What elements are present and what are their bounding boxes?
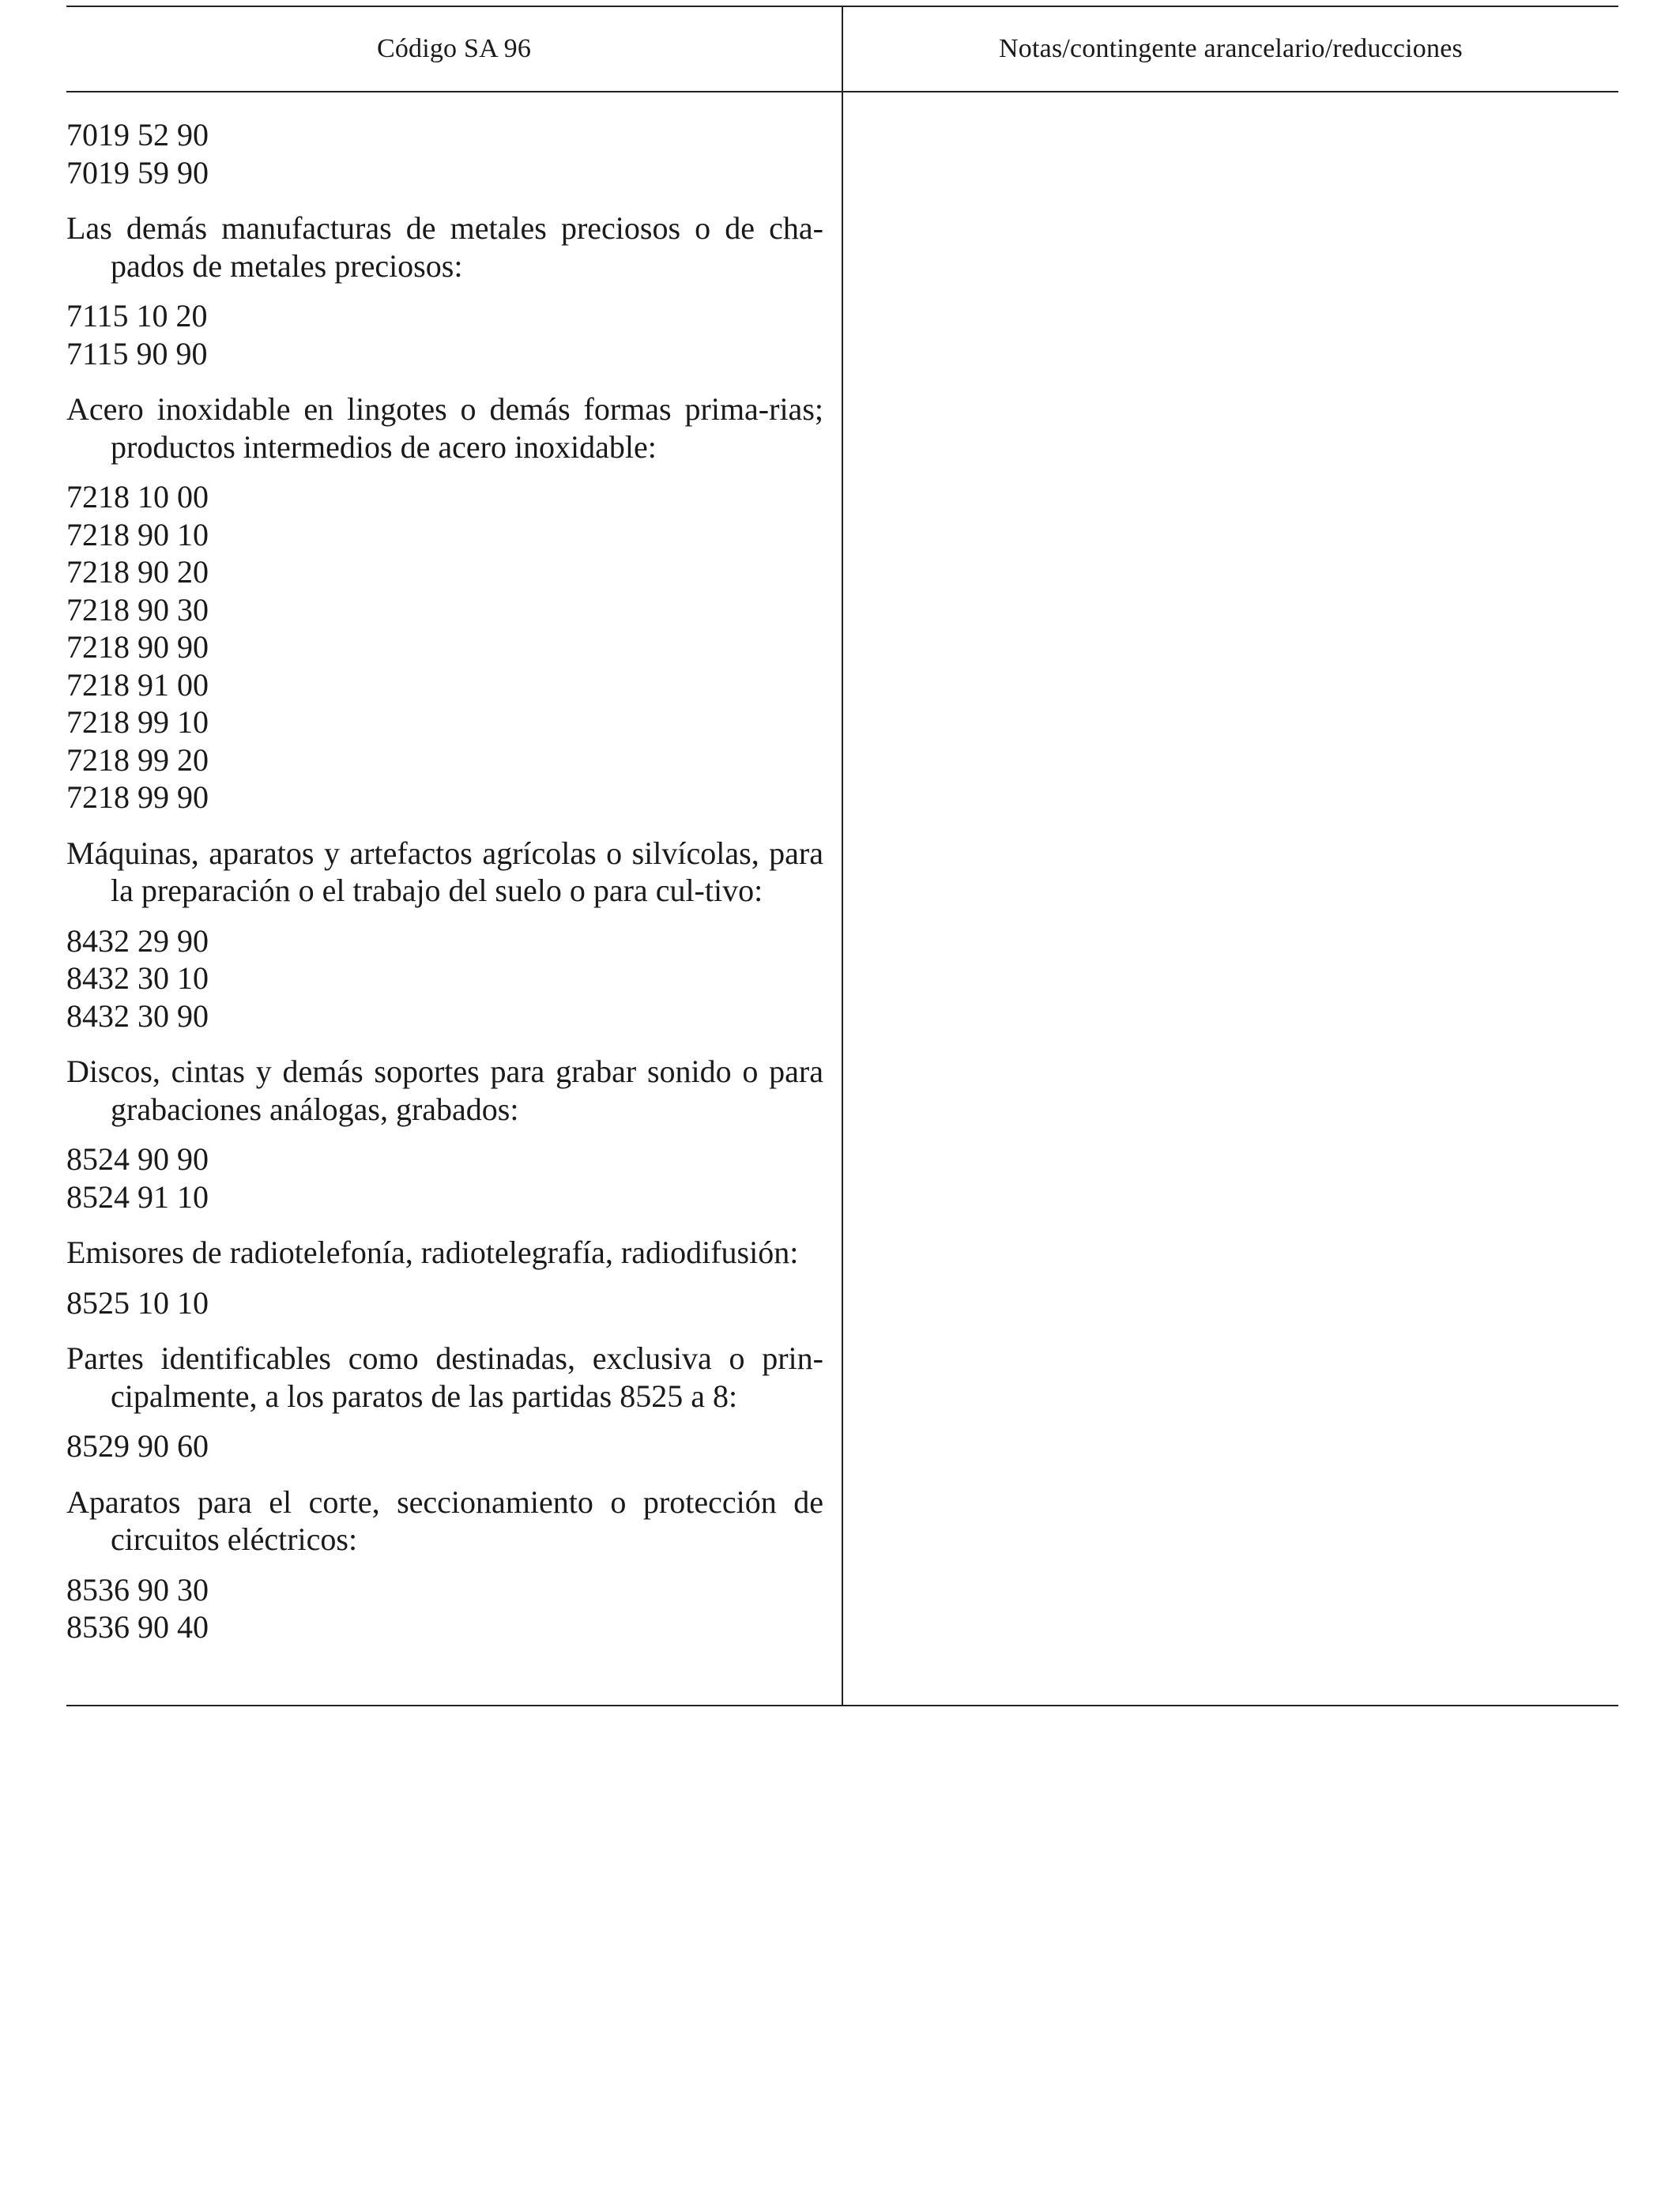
- code-group: [66, 209, 823, 372]
- hs-code: 7019 52 90: [66, 117, 209, 153]
- hs-code: 7019 59 90: [66, 154, 209, 190]
- hs-code: 8525 10 10: [66, 1284, 209, 1321]
- hs-code: 8529 90 60: [66, 1428, 209, 1464]
- group-description: Discos, cintas y demás soportes para grabar sonido o para grabaciones análogas, grabados:: [66, 1054, 823, 1127]
- hs-code: 7218 10 00: [66, 479, 209, 515]
- group-description: Acero inoxidable en lingotes o demás formas prima-rias; productos intermedios de acero inoxidable:: [66, 391, 823, 465]
- hs-code: 8432 30 90: [66, 997, 209, 1034]
- code-group: [66, 835, 823, 1035]
- header-hs-code: Código SA 96: [376, 34, 532, 63]
- hs-code: 8432 30 10: [66, 960, 209, 996]
- header-rule: [66, 91, 1618, 92]
- hs-code: 8524 91 10: [66, 1178, 209, 1215]
- code-group: [66, 1340, 823, 1465]
- group-description: Máquinas, aparatos y artefactos agrícolas o silvícolas, para la preparación o el trabajo del suelo o para cul-tivo:: [66, 835, 823, 908]
- hs-code: 8432 29 90: [66, 922, 209, 959]
- code-group: [66, 390, 823, 816]
- hs-code: 7218 99 90: [66, 779, 209, 815]
- hs-code: 7218 90 30: [66, 591, 209, 628]
- hs-code: 7218 99 10: [66, 704, 209, 740]
- hs-code: 7115 90 90: [66, 335, 208, 371]
- group-description: Partes identificables como destinadas, exclusiva o prin-cipalmente, a los paratos de las partidas 8525 a 8:: [66, 1340, 823, 1414]
- code-group: [66, 1053, 823, 1216]
- group-description: Las demás manufacturas de metales preciosos o de cha-pados de metales preciosos:: [66, 210, 823, 284]
- hs-code: 8536 90 30: [66, 1571, 209, 1608]
- hs-code: 7115 10 20: [66, 298, 208, 334]
- tariff-table: [66, 6, 1618, 1706]
- hs-code: 8524 90 90: [66, 1141, 209, 1177]
- hs-code: 7218 90 90: [66, 629, 209, 665]
- hs-code: 7218 99 20: [66, 741, 209, 778]
- hs-code: 7218 90 20: [66, 554, 209, 590]
- code-group: [66, 116, 823, 191]
- hs-code-column: [66, 116, 823, 1646]
- group-description: Emisores de radiotelefonía, radiotelegrafía, radiodifusión:: [66, 1235, 799, 1270]
- column-divider: [842, 7, 843, 1705]
- code-group: [66, 1483, 823, 1646]
- header-notes: Notas/contingente arancelario/reducciones: [999, 34, 1463, 63]
- group-description: Aparatos para el corte, seccionamiento o protección de circuitos eléctricos:: [66, 1483, 823, 1557]
- hs-code: 7218 91 00: [66, 666, 209, 703]
- hs-code: 8536 90 40: [66, 1609, 209, 1645]
- hs-code: 7218 90 10: [66, 516, 209, 552]
- code-group: [66, 1234, 823, 1321]
